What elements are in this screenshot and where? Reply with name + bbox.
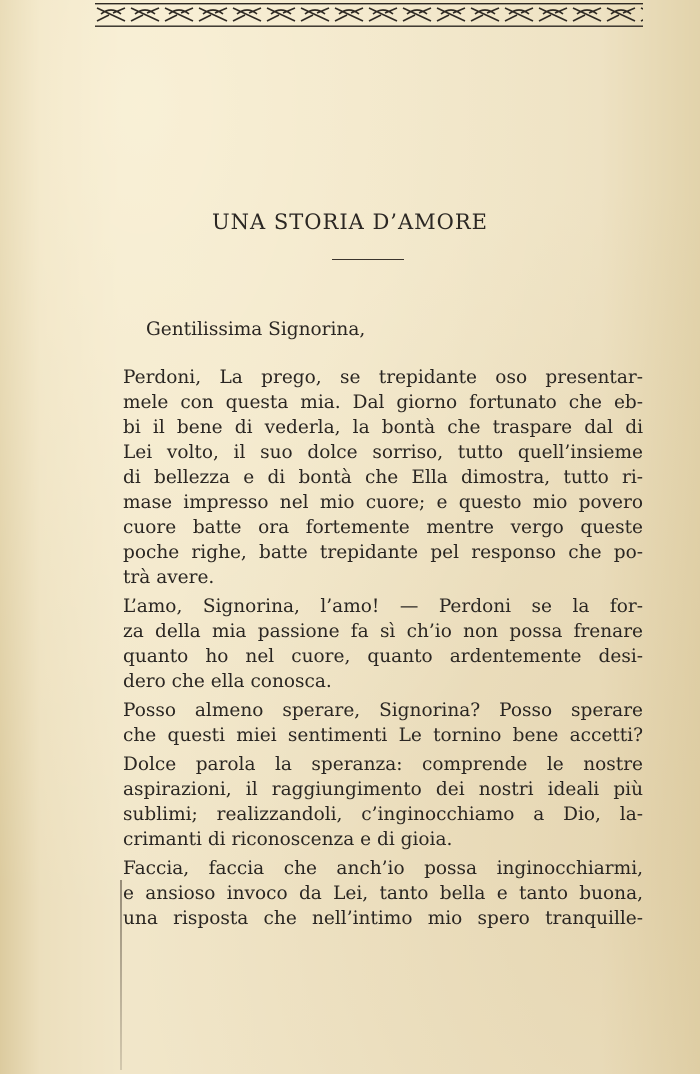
text-line: e ansioso invoco da Lei, tanto bella e tanto buona, [123,883,643,904]
letter-body [123,365,643,931]
title-divider [332,259,404,260]
text-line: crimanti di riconoscenza e di gioia. [123,829,453,850]
text-line: dero che ella conosca. [123,671,332,692]
page-fold-mark [120,880,122,1070]
text-line: L’amo, Signorina, l’amo! — Perdoni se la for- [123,596,643,617]
text-line: Perdoni, La prego, se trepidante oso presentar- [123,367,643,388]
letter-salutation: Gentilissima Signorina, [146,319,366,340]
text-line: za della mia passione fa sì ch’io non possa frenare [123,621,643,642]
decorative-border-ornament [95,2,643,28]
text-line: una risposta che nell’intimo mio spero tranquille- [123,908,643,929]
chapter-title: UNA STORIA D’AMORE [211,210,488,234]
text-line: mase impresso nel mio cuore; e questo mio povero [123,492,643,513]
text-line: cuore batte ora fortemente mentre vergo queste [123,517,643,538]
text-line: quanto ho nel cuore, quanto ardentemente desi- [123,646,643,667]
text-line: aspirazioni, il raggiungimento dei nostri ideali più [123,779,643,800]
text-line: sublimi; realizzandoli, c’inginocchiamo a Dio, la- [123,804,643,825]
text-line: Dolce parola la speranza: comprende le nostre [123,754,643,775]
text-line: Lei volto, il suo dolce sorriso, tutto quell’insieme [123,442,643,463]
text-line: bi il bene di vederla, la bontà che traspare dal di [123,417,643,438]
text-line: che questi miei sentimenti Le tornino bene accetti? [123,725,643,746]
text-line: mele con questa mia. Dal giorno fortunato che eb- [123,392,643,413]
text-line: di bellezza e di bontà che Ella dimostra, tutto ri- [123,467,643,488]
text-line: poche righe, batte trepidante pel responso che po- [123,542,643,563]
text-line: Faccia, faccia che anch’io possa inginocchiarmi, [123,858,643,879]
text-line: Posso almeno sperare, Signorina? Posso sperare [123,700,643,721]
text-line: trà avere. [123,567,215,588]
